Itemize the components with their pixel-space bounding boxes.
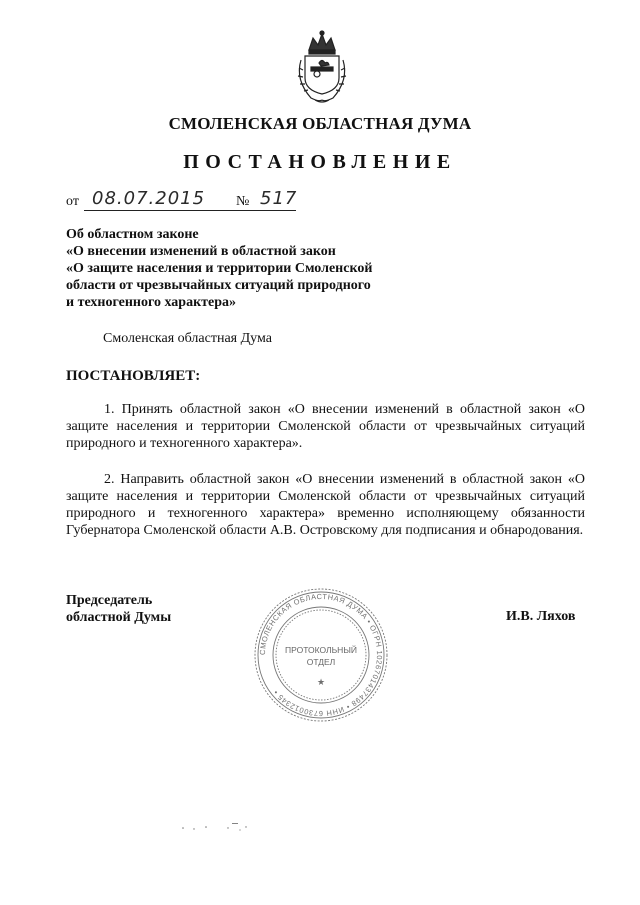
signatory-title-line: областной Думы	[66, 610, 172, 625]
signatory-title	[66, 592, 171, 626]
coat-of-arms-emblem	[291, 30, 353, 106]
number-prefix: №	[236, 194, 250, 209]
subject-line: и техногенного характера»	[66, 295, 237, 310]
signatory-name: И.В. Ляхов	[506, 609, 576, 624]
subject-line: области от чрезвычайных ситуаций природного	[66, 278, 371, 293]
resolves-heading: ПОСТАНОВЛЯЕТ:	[66, 368, 201, 384]
paragraph-text: 1. Принять областной закон «О внесении изменений в областной закон «О защите населения и территории Смоленской области от чрезвычайных ситуаций природного и техногенного характера».	[66, 402, 585, 451]
organization-title: СМОЛЕНСКАЯ ОБЛАСТНАЯ ДУМА	[168, 114, 472, 133]
date-prefix: от	[66, 194, 79, 209]
stamp-ring-text: СМОЛЕНСКАЯ ОБЛАСТНАЯ ДУМА • ОГРН 1026701437498 • ИНН 6730012345 •	[257, 591, 385, 719]
stamp-center-line2: ОТДЕЛ	[306, 657, 336, 667]
number-value: 517	[260, 188, 298, 209]
subject-line: «О внесении изменений в областной закон	[66, 244, 336, 259]
official-stamp	[251, 585, 391, 725]
paragraph-1	[66, 401, 585, 452]
document-subject	[66, 226, 426, 311]
document-date-number	[66, 190, 366, 214]
number-underline	[254, 210, 296, 211]
subject-line: «О защите населения и территории Смоленской	[66, 261, 373, 276]
date-value: 08.07.2015	[92, 188, 206, 209]
issuer-name: Смоленская областная Дума	[103, 331, 272, 346]
stamp-center-line1: ПРОТОКОЛЬНЫЙ	[285, 645, 357, 655]
subject-line: Об областном законе	[66, 227, 199, 242]
stamp-star-icon: ★	[316, 677, 326, 687]
signatory-title-line: Председатель	[66, 593, 153, 608]
paragraph-2	[66, 471, 585, 539]
scan-noise	[180, 818, 380, 838]
paragraph-text: 2. Направить областной закон «О внесении изменений в областной закон «О защите населения и территории Смоленской области от чрезвычайных ситуаций природного и техногенного характера» временно исполняющему обязанности Губернатора Смоленской области А.В. Островскому для подписания и обнародования.	[66, 472, 585, 538]
document-type: ПОСТАНОВЛЕНИЕ	[183, 151, 457, 173]
date-underline	[84, 210, 282, 211]
